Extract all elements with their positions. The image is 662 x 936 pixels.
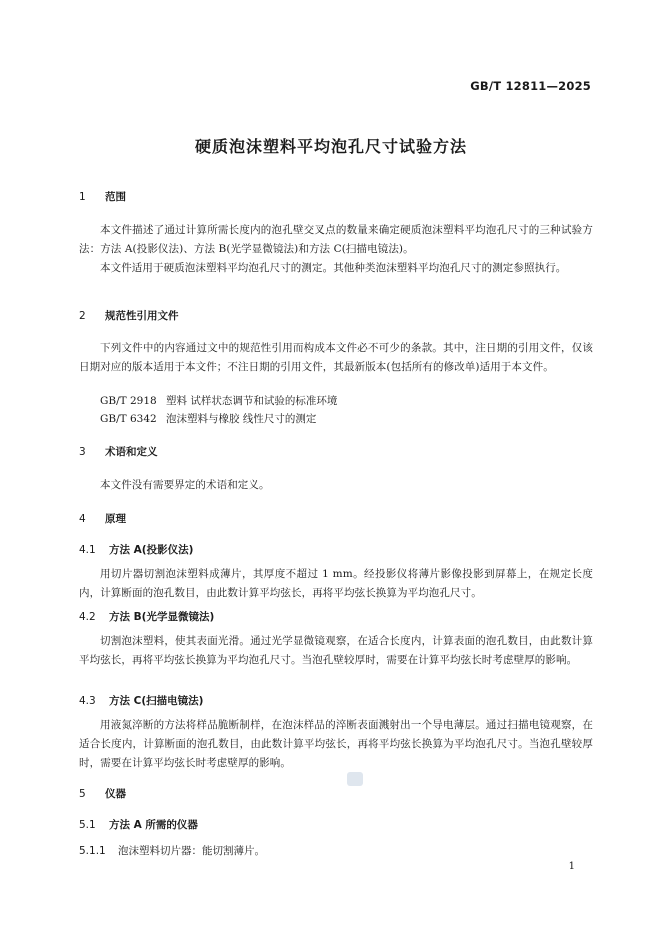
section-title: 范围 bbox=[105, 191, 126, 203]
standard-code: GB/T 12811—2025 bbox=[470, 79, 591, 93]
reference-code: GB/T 2918 bbox=[100, 395, 157, 407]
section-number: 3 bbox=[79, 446, 86, 458]
section-title: 术语和定义 bbox=[105, 446, 158, 458]
section-title: 规范性引用文件 bbox=[105, 310, 179, 322]
clause-text: 泡沫塑料切片器：能切割薄片。 bbox=[118, 845, 265, 857]
subsection-title: 方法 A 所需的仪器 bbox=[109, 819, 198, 831]
section-3-heading bbox=[79, 444, 158, 459]
reference-title: 泡沫塑料与橡胶 线性尺寸的测定 bbox=[166, 413, 317, 425]
section-5-heading bbox=[79, 786, 126, 801]
section-1-heading bbox=[79, 189, 126, 204]
reference-code: GB/T 6342 bbox=[100, 413, 157, 425]
section-title: 原理 bbox=[105, 513, 126, 525]
section-1-paragraph-1: 本文件描述了通过计算所需长度内的泡孔壁交叉点的数量来确定硬质泡沫塑料平均泡孔尺寸的三种试验方法：方法 A(投影仪法)、方法 B(光学显微镜法)和方法 C(扫描电镜法)。 bbox=[79, 224, 593, 255]
clause-5-1-1 bbox=[79, 843, 265, 858]
section-4-heading bbox=[79, 511, 126, 526]
document-title: 硬质泡沫塑料平均泡孔尺寸试验方法 bbox=[194, 137, 467, 156]
section-number: 1 bbox=[79, 191, 86, 203]
subsection-4-2-heading bbox=[79, 609, 214, 624]
subsection-title: 方法 A(投影仪法) bbox=[109, 544, 194, 556]
subsection-4-1-heading bbox=[79, 542, 193, 557]
section-1-paragraph-2: 本文件适用于硬质泡沫塑料平均泡孔尺寸的测定。其他种类泡沫塑料平均泡孔尺寸的测定参照执行。 bbox=[100, 262, 567, 274]
subsection-number: 4.1 bbox=[79, 544, 96, 556]
subsection-4-3-heading bbox=[79, 693, 203, 708]
subsection-title: 方法 C(扫描电镜法) bbox=[109, 695, 204, 707]
subsection-4-1-paragraph: 用切片器切割泡沫塑料成薄片，其厚度不超过 1 mm。经投影仪将薄片影像投影到屏幕上，在规定长度内，计算断面的泡孔数目，由此数计算平均弦长，再将平均弦长换算为平均泡孔尺寸。 bbox=[79, 568, 593, 599]
page-number: 1 bbox=[568, 861, 575, 872]
subsection-4-2-paragraph: 切割泡沫塑料，使其表面光滑。通过光学显微镜观察，在适合长度内，计算表面的泡孔数目，由此数计算平均弦长，再将平均弦长换算为平均泡孔尺寸。当泡孔壁较厚时，需要在计算平均弦长时考虑壁厚的影响。 bbox=[79, 635, 593, 666]
subsection-number: 4.3 bbox=[79, 695, 96, 707]
sac-watermark-logo bbox=[347, 772, 363, 786]
subsection-5-1-heading bbox=[79, 817, 198, 832]
section-number: 5 bbox=[79, 788, 86, 800]
section-2-heading bbox=[79, 308, 179, 323]
reference-item bbox=[100, 411, 316, 426]
subsection-title: 方法 B(光学显微镜法) bbox=[109, 611, 215, 623]
section-3-paragraph: 本文件没有需要界定的术语和定义。 bbox=[100, 479, 270, 491]
subsection-number: 4.2 bbox=[79, 611, 96, 623]
clause-number: 5.1.1 bbox=[79, 845, 106, 857]
section-number: 2 bbox=[79, 310, 86, 322]
section-title: 仪器 bbox=[105, 788, 126, 800]
subsection-number: 5.1 bbox=[79, 819, 96, 831]
section-number: 4 bbox=[79, 513, 86, 525]
reference-title: 塑料 试样状态调节和试验的标准环境 bbox=[166, 395, 338, 407]
reference-item bbox=[100, 393, 337, 408]
subsection-4-3-paragraph: 用液氮淬断的方法将样品脆断制样，在泡沫样品的淬断表面溅射出一个导电薄层。通过扫描电镜观察，在适合长度内，计算断面的泡孔数目，由此数计算平均弦长，再将平均弦长换算为平均泡孔尺寸。当泡孔壁较厚时，需要在计算平均弦长时考虑壁厚的影响。 bbox=[79, 719, 593, 769]
section-2-paragraph: 下列文件中的内容通过文中的规范性引用而构成本文件必不可少的条款。其中，注日期的引用文件，仅该日期对应的版本适用于本文件；不注日期的引用文件，其最新版本(包括所有的修改单)适用于本文件。 bbox=[79, 342, 593, 373]
